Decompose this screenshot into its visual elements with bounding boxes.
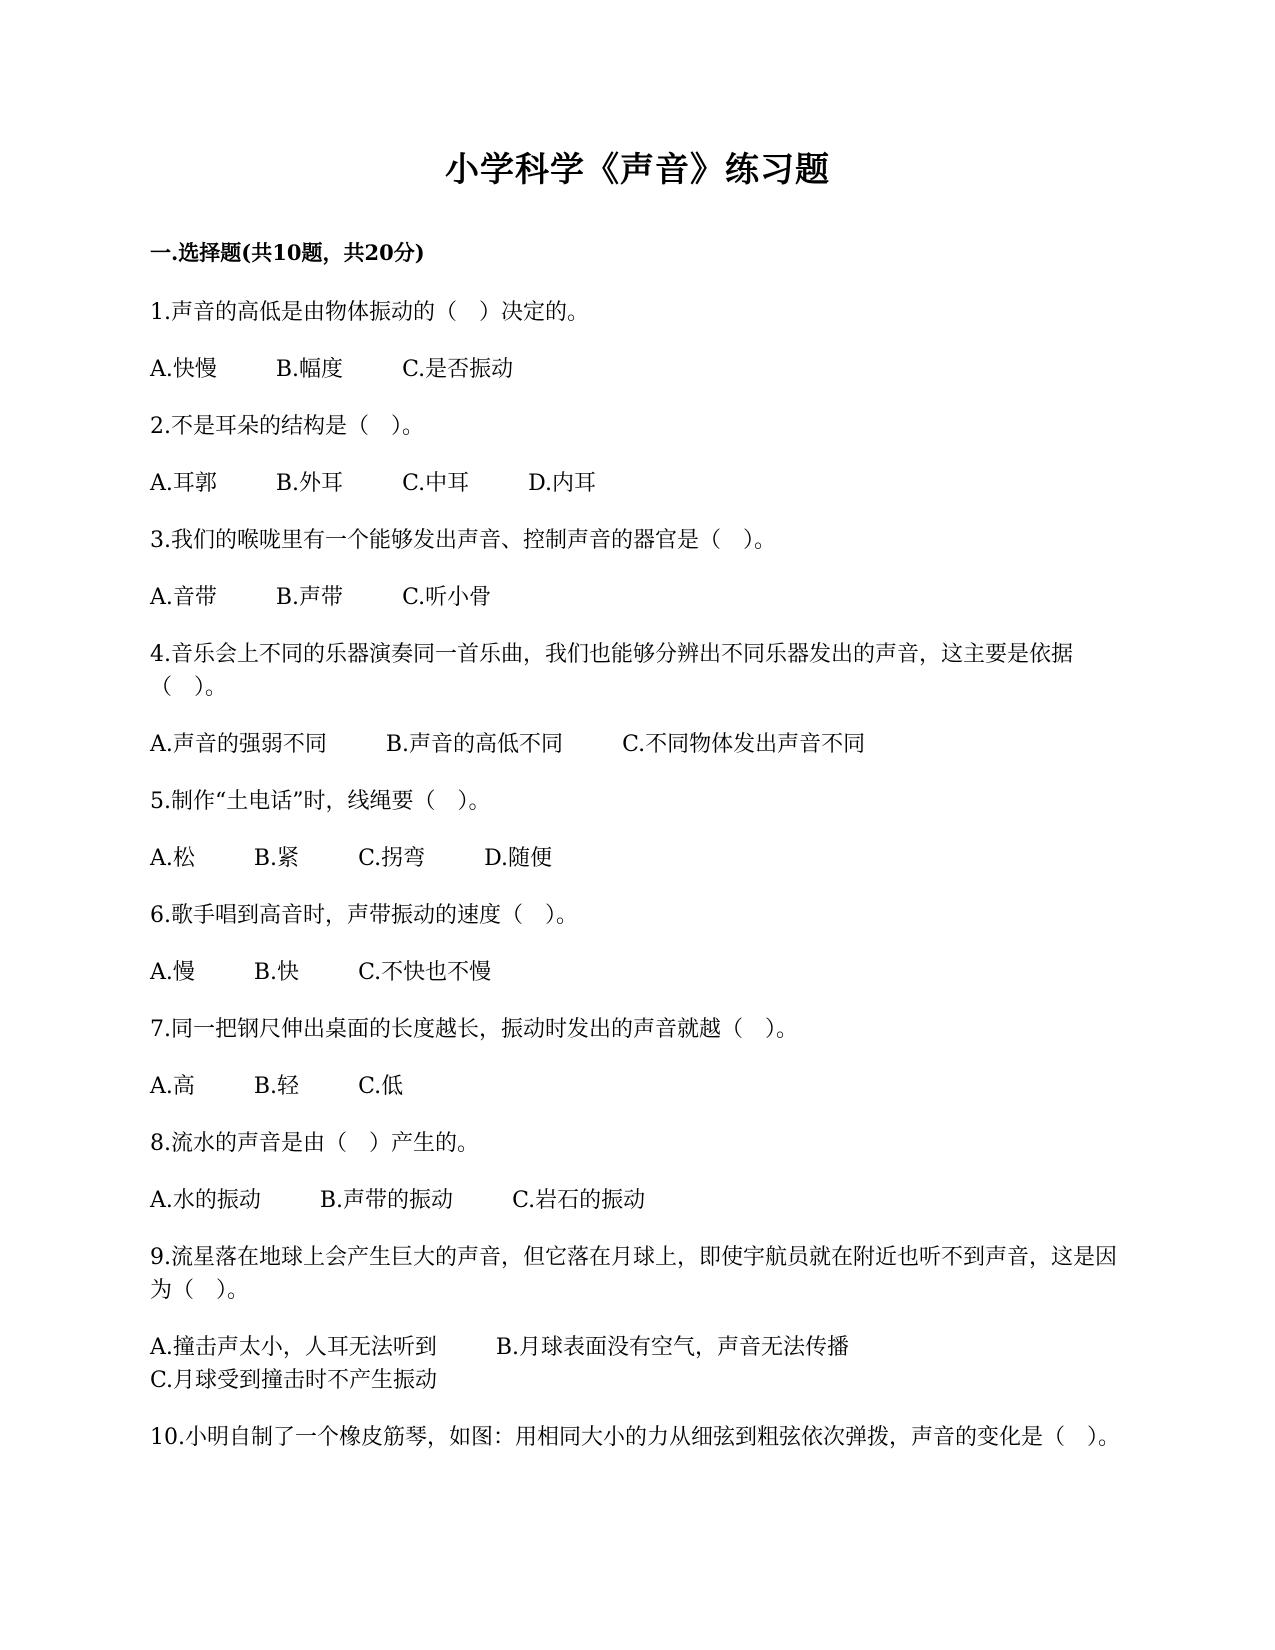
- question-stem: 8.流水的声音是由（ ）产生的。: [150, 1131, 479, 1156]
- page-title: 小学科学《声音》练习题: [445, 150, 830, 190]
- option-c: C.中耳: [402, 471, 470, 496]
- question-options: [150, 581, 1125, 614]
- option-c: C.月球受到撞击时不产生振动: [150, 1368, 438, 1393]
- option-b: B.幅度: [275, 357, 344, 382]
- option-b: B.声带: [275, 585, 344, 610]
- question-options: [150, 956, 1125, 989]
- question-stem: 10.小明自制了一个橡皮筋琴，如图：用相同大小的力从细弦到粗弦依次弹拨，声音的变化是（ ）。: [150, 1425, 1120, 1450]
- question-7: [150, 1013, 1125, 1103]
- option-d: D.内耳: [528, 471, 596, 496]
- question-4: [150, 638, 1125, 761]
- option-a: A.耳郭: [150, 471, 217, 496]
- document-page: [150, 0, 1125, 1650]
- question-options: [150, 1331, 1125, 1397]
- option-b: B.轻: [253, 1074, 300, 1099]
- option-c: C.岩石的振动: [512, 1188, 646, 1213]
- option-b: B.声音的高低不同: [385, 732, 564, 757]
- option-d: D.随便: [484, 846, 552, 871]
- question-1: [150, 296, 1125, 386]
- option-c: C.低: [358, 1074, 404, 1099]
- option-c: C.是否振动: [402, 357, 514, 382]
- option-a: A.撞击声太小，人耳无法听到: [150, 1335, 437, 1360]
- option-b: B.声带的振动: [319, 1188, 454, 1213]
- question-stem: 9.流星落在地球上会产生巨大的声音，但它落在月球上，即使宇航员就在附近也听不到声音，这是因为（ ）。: [150, 1245, 1117, 1303]
- question-10: [150, 1421, 1125, 1454]
- question-list: [150, 296, 1125, 1478]
- question-3: [150, 524, 1125, 614]
- option-b: B.快: [253, 960, 300, 985]
- question-stem: 2.不是耳朵的结构是（ ）。: [150, 414, 424, 439]
- question-stem: 6.歌手唱到高音时，声带振动的速度（ ）。: [150, 903, 578, 928]
- question-options: [150, 842, 1125, 875]
- option-a: A.快慢: [150, 357, 217, 382]
- option-c: C.听小骨: [402, 585, 492, 610]
- option-a: A.高: [150, 1074, 195, 1099]
- question-options: [150, 1070, 1125, 1103]
- option-c: C.不快也不慢: [358, 960, 492, 985]
- question-stem: 1.声音的高低是由物体振动的（ ）决定的。: [150, 300, 589, 325]
- option-a: A.慢: [150, 960, 195, 985]
- question-stem: 5.制作“土电话”时，线绳要（ ）。: [150, 789, 491, 814]
- question-options: [150, 467, 1125, 500]
- option-a: A.松: [150, 846, 195, 871]
- option-b: B.外耳: [275, 471, 344, 496]
- question-stem: 3.我们的喉咙里有一个能够发出声音、控制声音的器官是（ ）。: [150, 528, 776, 553]
- option-b: B.紧: [253, 846, 300, 871]
- option-c: C.不同物体发出声音不同: [622, 732, 866, 757]
- question-stem: 7.同一把钢尺伸出桌面的长度越长，振动时发出的声音就越（ ）。: [150, 1017, 798, 1042]
- section-heading: 一.选择题(共10题，共20分): [150, 240, 425, 265]
- option-c: C.拐弯: [358, 846, 426, 871]
- question-5: [150, 785, 1125, 875]
- question-9: [150, 1241, 1125, 1397]
- question-6: [150, 899, 1125, 989]
- option-b: B.月球表面没有空气，声音无法传播: [495, 1335, 850, 1360]
- question-8: [150, 1127, 1125, 1217]
- question-options: [150, 353, 1125, 386]
- option-a: A.音带: [150, 585, 217, 610]
- question-2: [150, 410, 1125, 500]
- option-a: A.声音的强弱不同: [150, 732, 327, 757]
- question-options: [150, 728, 1125, 761]
- question-stem: 4.音乐会上不同的乐器演奏同一首乐曲，我们也能够分辨出不同乐器发出的声音，这主要是依据（ ）。: [150, 642, 1073, 700]
- question-options: [150, 1184, 1125, 1217]
- option-a: A.水的振动: [150, 1188, 261, 1213]
